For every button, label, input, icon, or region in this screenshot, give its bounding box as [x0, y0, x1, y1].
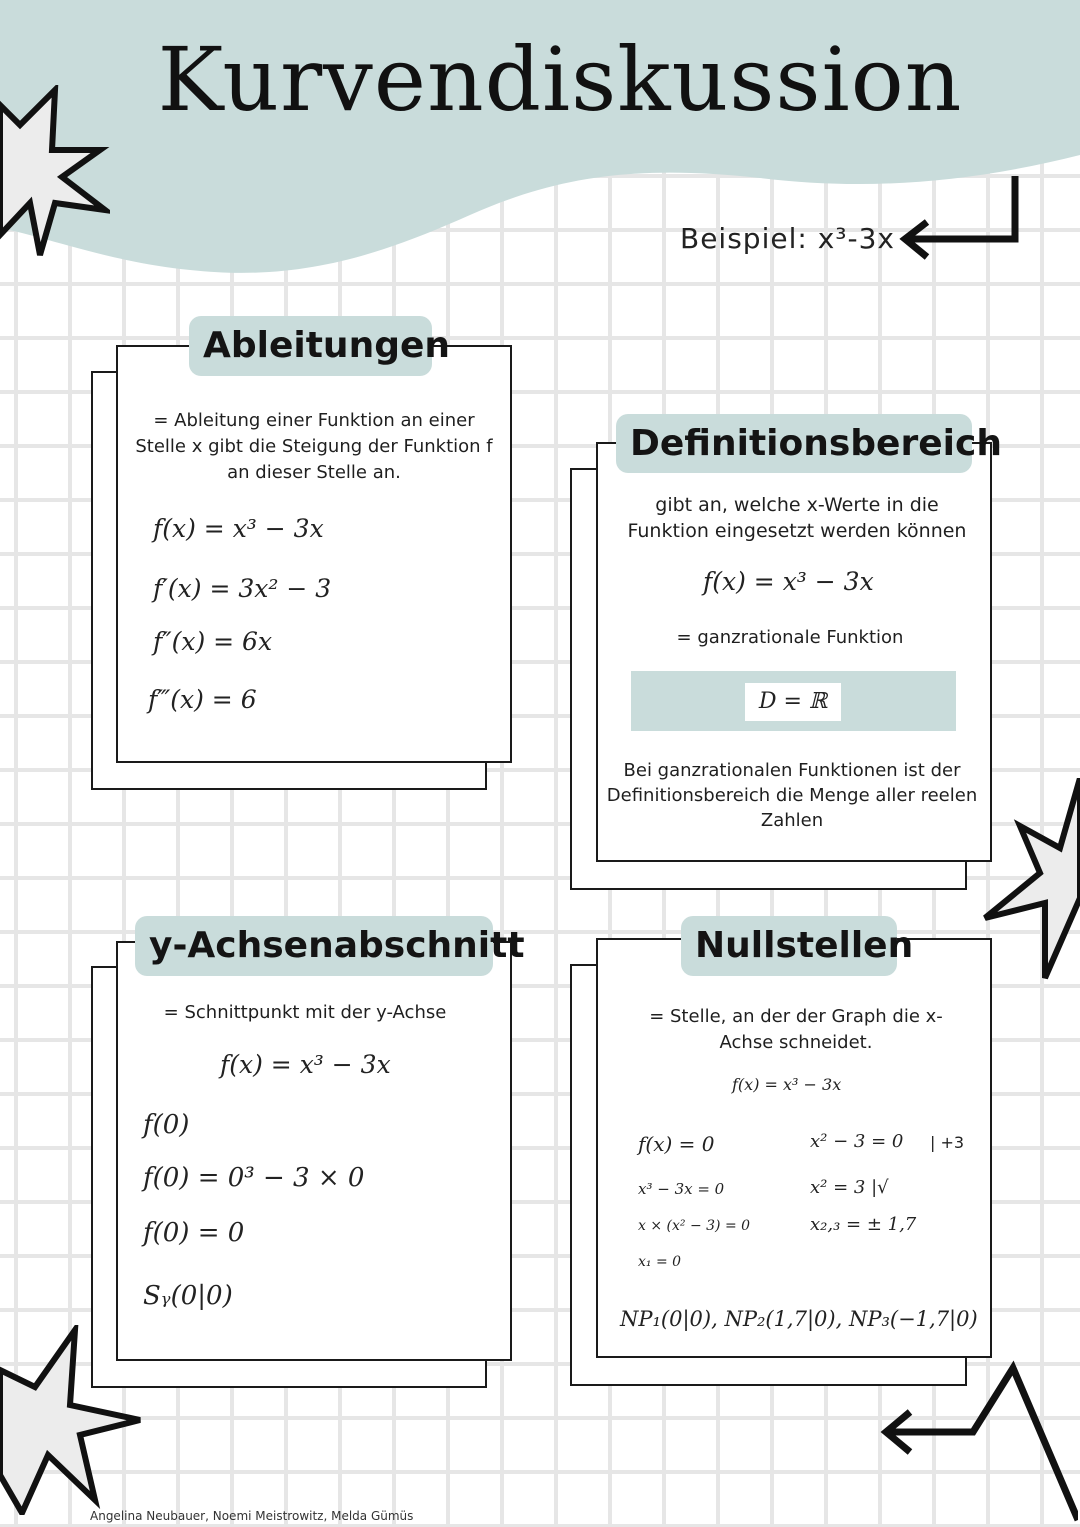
nullstellen-result: NP₁(0|0), NP₂(1,7|0), NP₃(−1,7|0)	[620, 1307, 978, 1331]
nullstellen-left-step: f(x) = 0	[638, 1132, 715, 1156]
y-achsenabschnitt-function: f(x) = x³ − 3x	[220, 1050, 391, 1079]
ableitungen-heading: Ableitungen	[189, 316, 432, 376]
definitionsbereich-heading: Definitionsbereich	[616, 414, 972, 473]
definitionsbereich-definition: gibt an, welche x-Werte in die Funktion eingesetzt werden können	[627, 494, 967, 542]
definitionsbereich-type: = ganzrationale Funktion	[676, 627, 904, 648]
y-step: f(0)	[143, 1110, 190, 1140]
nullstellen-right-step: x₂,₃ = ± 1,7	[810, 1214, 917, 1235]
arrow-return-icon	[895, 172, 1030, 267]
y-step: f(0) = 0	[143, 1218, 245, 1248]
domain-value: D = ℝ	[745, 683, 841, 721]
y-achsenabschnitt-definition: = Schnittpunkt mit der y-Achse	[163, 1002, 447, 1023]
definitionsbereich-function: f(x) = x³ − 3x	[703, 567, 874, 596]
nullstellen-function: f(x) = x³ − 3x	[732, 1075, 842, 1094]
y-result: Sᵧ(0|0)	[143, 1281, 233, 1311]
ableitung-formula: f″(x) = 6x	[153, 627, 273, 656]
example-label: Beispiel: x³-3x	[680, 222, 895, 255]
nullstellen-right-note: | +3	[930, 1133, 965, 1152]
page-title: Kurvendiskussion	[157, 28, 963, 131]
y-achsenabschnitt-heading: y-Achsenabschnitt	[135, 916, 493, 976]
star-icon	[0, 85, 110, 260]
nullstellen-right-step: x² − 3 = 0	[810, 1131, 904, 1152]
star-icon	[980, 778, 1080, 983]
nullstellen-left-step: x × (x² − 3) = 0	[638, 1218, 751, 1234]
nullstellen-heading: Nullstellen	[681, 916, 897, 976]
ableitung-formula: f‴(x) = 6	[148, 685, 257, 714]
nullstellen-definition: = Stelle, an der der Graph die x-Achse schneidet.	[649, 1006, 943, 1053]
ableitung-formula: f′(x) = 3x² − 3	[153, 574, 332, 603]
nullstellen-left-step: x₁ = 0	[638, 1254, 682, 1270]
definitionsbereich-note: Bei ganzrationalen Funktionen ist der Definitionsbereich die Menge aller reelen Zahlen	[606, 760, 978, 831]
nullstellen-left-step: x³ − 3x = 0	[638, 1180, 725, 1198]
ableitung-formula: f(x) = x³ − 3x	[153, 514, 324, 543]
ableitungen-definition: = Ableitung einer Funktion an einer Stelle x gibt die Steigung der Funktion f an dieser Stelle an.	[135, 410, 493, 483]
y-step: f(0) = 0³ − 3 × 0	[143, 1163, 365, 1193]
credits: Angelina Neubauer, Noemi Meistrowitz, Melda Gümüs	[90, 1509, 414, 1523]
nullstellen-right-step: x² = 3 |√	[810, 1177, 889, 1198]
